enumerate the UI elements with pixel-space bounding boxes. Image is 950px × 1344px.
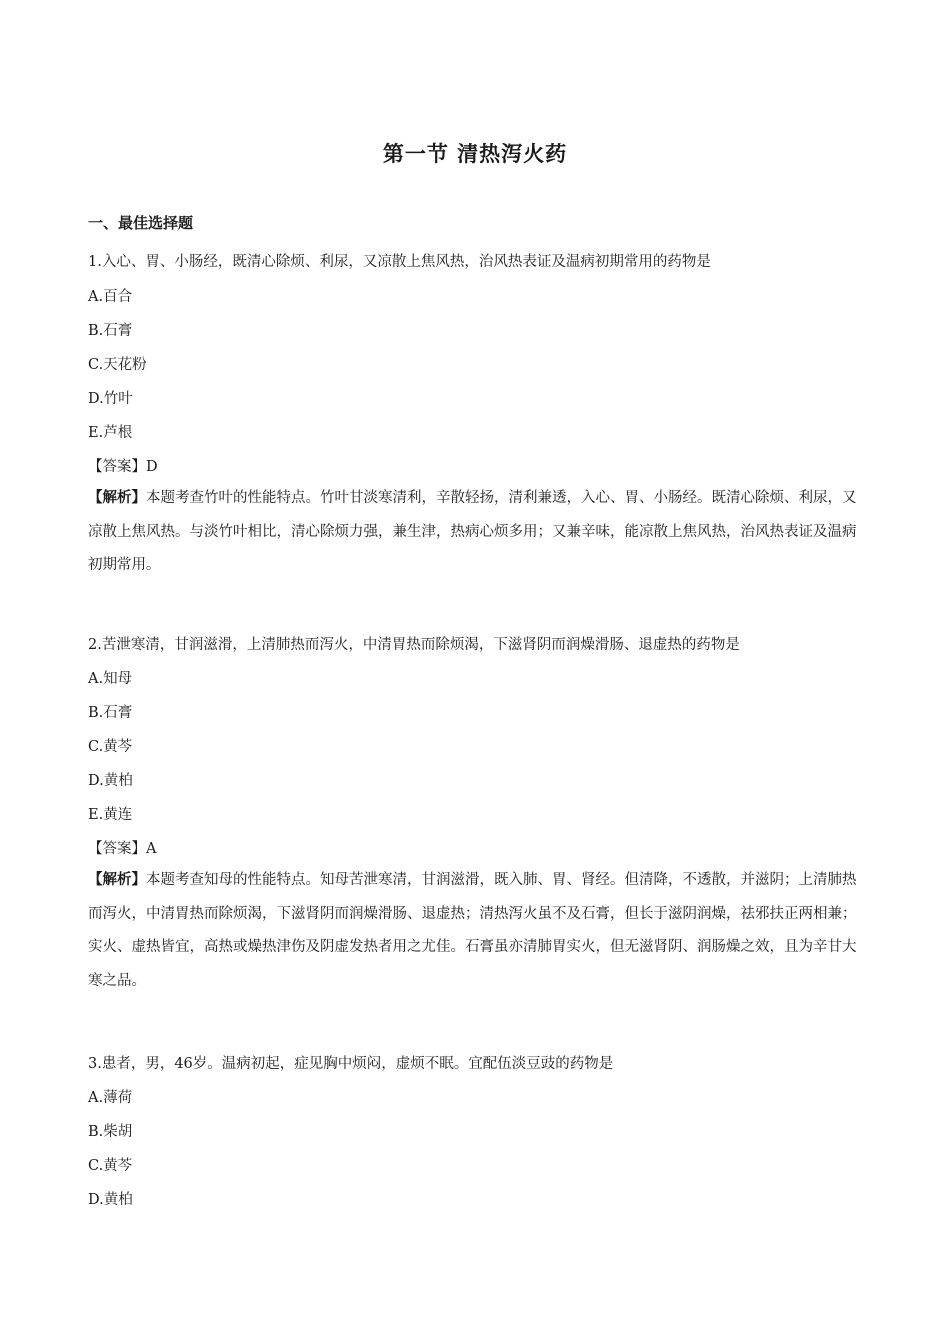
question-3-option-c: C.黄芩 bbox=[88, 1158, 133, 1174]
question-2-option-c: C.黄芩 bbox=[88, 739, 133, 755]
question-1-option-a: A.百合 bbox=[88, 289, 133, 305]
question-1-analysis bbox=[88, 482, 858, 583]
question-2-option-d: D.黄柏 bbox=[88, 773, 133, 789]
section-heading: 一、最佳选择题 bbox=[88, 214, 194, 232]
question-2-answer bbox=[88, 837, 156, 858]
question-1-option-c: C.天花粉 bbox=[88, 357, 147, 373]
question-2-stem: 2.苦泄寒清，甘润滋滑，上清肺热而泻火，中清胃热而除烦渴，下滋肾阴而润燥滑肠、退虚热的药物是 bbox=[88, 637, 740, 653]
answer-label: 【答案】 bbox=[88, 459, 146, 475]
analysis-text: 本题考查知母的性能特点。知母苦泄寒清，甘润滋滑，既入肺、胃、肾经。但清降，不透散，并滋阴；上清肺热而泻火，中清胃热而除烦渴，下滋肾阴而润燥滑肠、退虚热；清热泻火虽不及石膏，但长于滋阴润燥，祛邪扶正两相兼；实火、虚热皆宜，高热或燥热津伤及阴虚发热者用之尤佳。石膏虽亦清肺胃实火，但无滋肾阴、润肠燥之效，且为辛甘大寒之品。 bbox=[88, 872, 857, 989]
answer-label: 【答案】 bbox=[88, 841, 146, 857]
question-1-option-e: E.芦根 bbox=[88, 425, 133, 441]
analysis-label: 【解析】 bbox=[88, 872, 146, 888]
question-3-option-b: B.柴胡 bbox=[88, 1124, 133, 1140]
question-3-stem: 3.患者，男，46岁。温病初起，症见胸中烦闷，虚烦不眠。宜配伍淡豆豉的药物是 bbox=[88, 1056, 614, 1072]
question-3-option-a: A.薄荷 bbox=[88, 1090, 133, 1106]
question-1-option-b: B.石膏 bbox=[88, 323, 133, 339]
question-2-option-a: A.知母 bbox=[88, 671, 133, 687]
answer-value: A bbox=[146, 841, 157, 857]
question-2-option-e: E.黄连 bbox=[88, 807, 133, 823]
question-1-stem: 1.入心、胃、小肠经，既清心除烦、利尿，又凉散上焦风热，治风热表证及温病初期常用的药物是 bbox=[88, 254, 711, 270]
question-3-option-d: D.黄柏 bbox=[88, 1192, 133, 1208]
analysis-text: 本题考查竹叶的性能特点。竹叶甘淡寒清利，辛散轻扬，清利兼透，入心、胃、小肠经。既清心除烦、利尿，又凉散上焦风热。与淡竹叶相比，清心除烦力强，兼生津，热病心烦多用；又兼辛味，能凉散上焦风热，治风热表证及温病初期常用。 bbox=[88, 490, 857, 573]
question-2-analysis bbox=[88, 864, 858, 998]
answer-value: D bbox=[146, 459, 158, 475]
question-2-option-b: B.石膏 bbox=[88, 705, 133, 721]
analysis-label: 【解析】 bbox=[88, 490, 146, 506]
question-1-answer bbox=[88, 455, 158, 476]
page-title: 第一节 清热泻火药 bbox=[382, 142, 568, 166]
question-1-option-d: D.竹叶 bbox=[88, 391, 133, 407]
